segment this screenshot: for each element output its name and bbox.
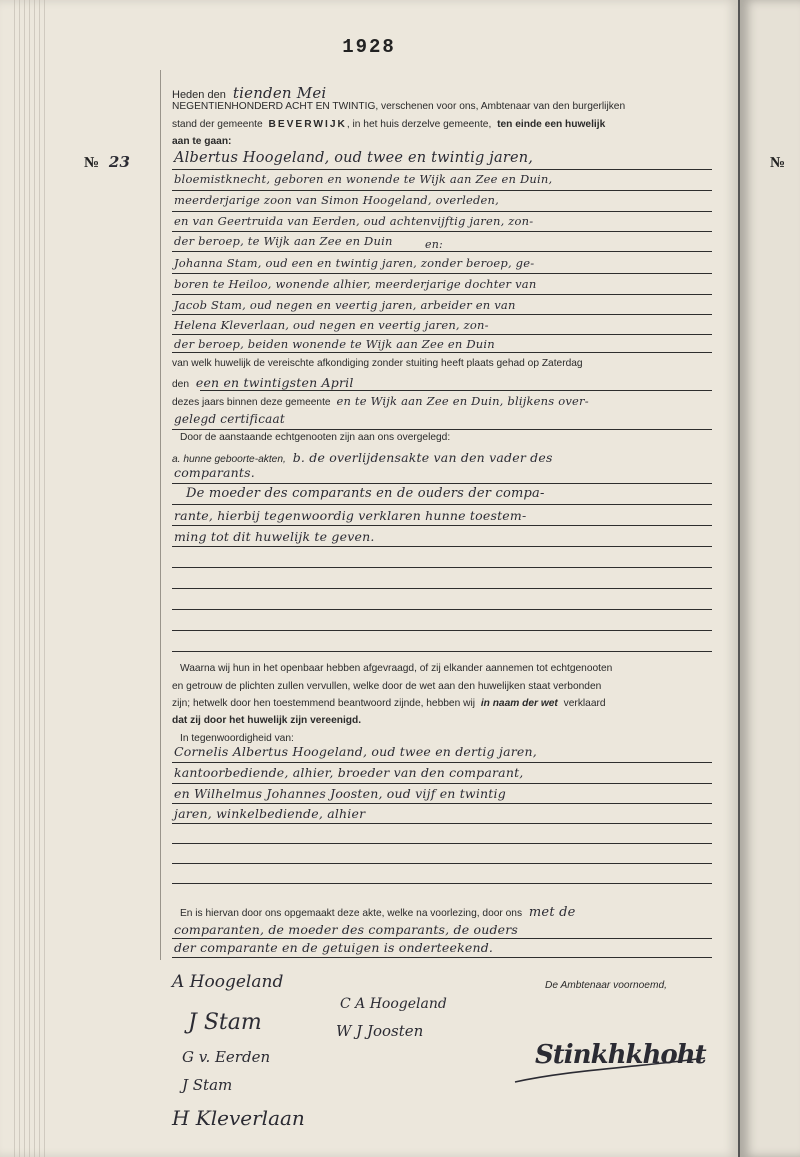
writing-rule bbox=[172, 843, 712, 844]
writing-rule bbox=[172, 938, 712, 939]
vows-line-2: en getrouw de plichten zullen vervullen, welke door de wet aan den huwelijken staat verbonden bbox=[172, 681, 602, 692]
writing-rule bbox=[172, 883, 712, 884]
closing-line-1: En is hiervan door ons opgemaakt deze akte, welke na voorlezing, door ons met de bbox=[180, 905, 576, 920]
vows-line-4: dat zij door het huwelijk zijn vereenigd. bbox=[172, 715, 362, 726]
closing-line-3: der comparante en de getuigen is onderteekend. bbox=[174, 940, 494, 955]
writing-rule bbox=[172, 525, 712, 526]
signature-mother-bride: H Kleverlaan bbox=[172, 1106, 305, 1130]
bride-line-3: Jacob Stam, oud negen en veertig jaren, arbeider en van bbox=[174, 298, 516, 312]
writing-rule bbox=[172, 546, 712, 547]
writing-rule bbox=[172, 762, 712, 763]
bride-line-2: boren te Heiloo, wonende alhier, meerderjarige dochter van bbox=[174, 277, 537, 291]
witnesses-label: In tegenwoordigheid van: bbox=[180, 733, 294, 744]
documents-line-1: Door de aanstaande echtgenooten zijn aan ons overgelegd: bbox=[180, 432, 451, 443]
witness-line-2: kantoorbediende, alhier, broeder van den comparant, bbox=[174, 765, 524, 780]
margin-rule bbox=[160, 70, 161, 960]
groom-line-3: meerderjarige zoon van Simon Hoogeland, overleden, bbox=[174, 193, 500, 207]
year-heading: 1928 bbox=[342, 36, 396, 58]
consent-line-3: ming tot dit huwelijk te geven. bbox=[174, 529, 375, 544]
writing-rule bbox=[172, 169, 712, 170]
groom-line-5: der beroep, te Wijk aan Zee en Duin bbox=[174, 234, 393, 248]
consent-line-2: rante, hierbij tegenwoordig verklaren hunne toestem- bbox=[174, 508, 527, 523]
groom-line-1: Albertus Hoogeland, oud twee en twintig jaren, bbox=[174, 150, 534, 166]
bride-line-1: Johanna Stam, oud een en twintig jaren, zonder beroep, ge- bbox=[174, 256, 535, 270]
en-word: en: bbox=[425, 238, 443, 251]
writing-rule bbox=[172, 483, 712, 484]
facing-page-number-label: № bbox=[770, 155, 786, 171]
writing-rule bbox=[172, 334, 712, 335]
writing-rule bbox=[172, 630, 712, 631]
signature-witness-2: W J Joosten bbox=[336, 1022, 424, 1040]
intro-line-3: stand der gemeente BEVERWIJK, in het huis derzelve gemeente, ten einde een huwelijk bbox=[172, 119, 606, 130]
vows-line-3: zijn; hetwelk door hen toestemmend beantwoord zijnde, hebben wij in naam der wet verklaard bbox=[172, 698, 606, 709]
consent-line-1: De moeder des comparants en de ouders der compa- bbox=[186, 486, 545, 501]
afkondiging-line-4: gelegd certificaat bbox=[174, 412, 285, 426]
writing-rule bbox=[172, 783, 712, 784]
writing-rule bbox=[172, 294, 712, 295]
signature-father-bride: J Stam bbox=[182, 1076, 233, 1094]
writing-rule bbox=[172, 211, 712, 212]
writing-rule bbox=[172, 504, 712, 505]
signature-mother-groom: G v. Eerden bbox=[182, 1048, 271, 1066]
afkondiging-line-3: dezes jaars binnen deze gemeente en te Wijk aan Zee en Duin, blijkens over- bbox=[172, 394, 589, 408]
facing-page bbox=[740, 0, 800, 1157]
afkondiging-line-2: den een en twintigsten April bbox=[172, 375, 354, 390]
witness-line-3: en Wilhelmus Johannes Joosten, oud vijf en twintig bbox=[174, 786, 506, 801]
writing-rule bbox=[200, 390, 712, 391]
writing-rule bbox=[172, 588, 712, 589]
witness-line-1: Cornelis Albertus Hoogeland, oud twee en dertig jaren, bbox=[174, 744, 537, 759]
writing-rule bbox=[172, 863, 712, 864]
writing-rule bbox=[172, 314, 712, 315]
writing-rule bbox=[172, 352, 712, 353]
writing-rule bbox=[172, 251, 712, 252]
groom-line-4: en van Geertruida van Eerden, oud achtenvijftig jaren, zon- bbox=[174, 214, 534, 228]
writing-rule bbox=[172, 429, 712, 430]
writing-rule bbox=[172, 609, 712, 610]
writing-rule bbox=[172, 190, 712, 191]
official-label: De Ambtenaar voornoemd, bbox=[545, 980, 667, 991]
groom-line-2: bloemistknecht, geboren en wonende te Wijk aan Zee en Duin, bbox=[174, 172, 553, 186]
writing-rule bbox=[172, 567, 712, 568]
signature-witness-1: C A Hoogeland bbox=[340, 996, 447, 1012]
bride-line-4: Helena Kleverlaan, oud negen en veertig jaren, zon- bbox=[174, 318, 489, 332]
writing-rule bbox=[172, 823, 712, 824]
signature-bride: J Stam bbox=[188, 1010, 262, 1035]
intro-line-4: aan te gaan: bbox=[172, 136, 232, 147]
bride-line-5: der beroep, beiden wonende te Wijk aan Zee en Duin bbox=[174, 337, 495, 351]
writing-rule bbox=[172, 231, 712, 232]
intro-line-1: Heden den tienden Mei bbox=[172, 84, 327, 102]
afkondiging-line-1: van welk huwelijk de vereischte afkondiging zonder stuiting heeft plaats gehad op Zaterdag bbox=[172, 358, 583, 369]
writing-rule bbox=[172, 803, 712, 804]
record-number: № 23 bbox=[84, 153, 131, 171]
signature-flourish bbox=[510, 1050, 710, 1090]
page-edge-lines bbox=[14, 0, 46, 1157]
witness-line-4: jaren, winkelbediende, alhier bbox=[174, 806, 366, 821]
writing-rule bbox=[172, 273, 712, 274]
writing-rule bbox=[172, 651, 712, 652]
intro-line-2: NEGENTIENHONDERD ACHT EN TWINTIG, verschenen voor ons, Ambtenaar van den burgerlijken bbox=[172, 101, 626, 112]
vows-line-1: Waarna wij hun in het openbaar hebben afgevraagd, of zij elkander aannemen tot echtgenooten bbox=[180, 663, 613, 674]
closing-line-2: comparanten, de moeder des comparants, de ouders bbox=[174, 922, 519, 937]
documents-line-2: a. hunne geboorte-akten, b. de overlijdensakte van den vader des bbox=[172, 450, 553, 465]
signature-official: Stinkhkhoht bbox=[535, 1040, 706, 1070]
signature-groom: A Hoogeland bbox=[172, 972, 284, 992]
documents-line-3: comparants. bbox=[174, 465, 255, 480]
writing-rule bbox=[172, 957, 712, 958]
